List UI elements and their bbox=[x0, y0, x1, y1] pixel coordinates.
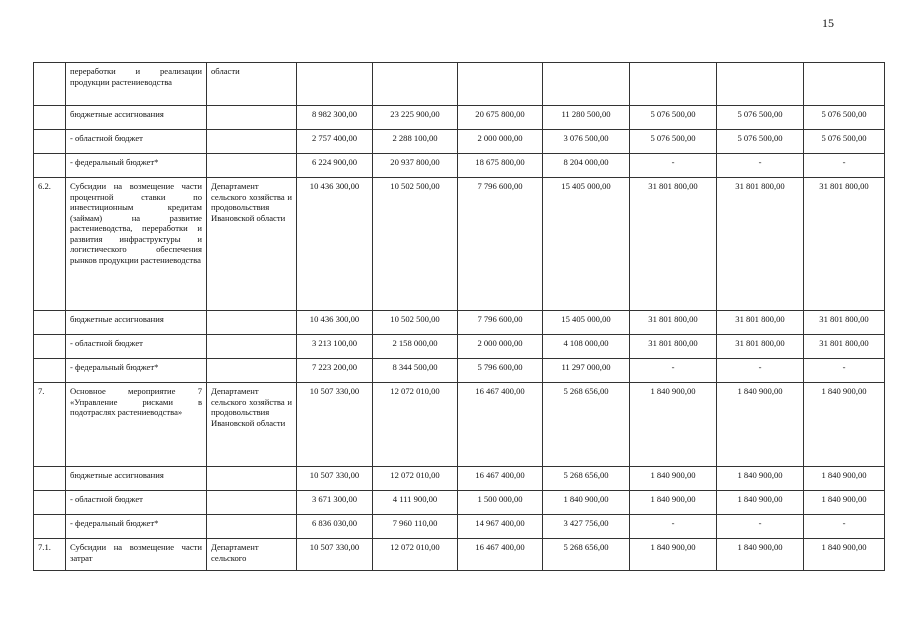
executor-cell: области bbox=[207, 63, 297, 106]
amount-cell: 10 502 500,00 bbox=[373, 311, 458, 335]
amount-cell: 12 072 010,00 bbox=[373, 539, 458, 571]
amount-cell: 4 108 000,00 bbox=[543, 335, 630, 359]
activity-name-cell: - областной бюджет bbox=[66, 491, 207, 515]
amount-cell: 5 076 500,00 bbox=[804, 130, 885, 154]
amount-cell: 31 801 800,00 bbox=[804, 311, 885, 335]
row-number-cell: 6.2. bbox=[34, 178, 66, 311]
amount-cell: - bbox=[804, 359, 885, 383]
amount-cell: 3 213 100,00 bbox=[297, 335, 373, 359]
table-row bbox=[34, 335, 885, 359]
amount-cell: 5 076 500,00 bbox=[804, 106, 885, 130]
amount-cell: 1 840 900,00 bbox=[630, 383, 717, 467]
table-row bbox=[34, 467, 885, 491]
amount-cell: 10 436 300,00 bbox=[297, 178, 373, 311]
amount-cell bbox=[630, 63, 717, 106]
activity-name-cell: Основное мероприятие 7 «Управление рисками в подотраслях растениеводства» bbox=[66, 383, 207, 467]
amount-cell: - bbox=[717, 515, 804, 539]
amount-cell: 3 076 500,00 bbox=[543, 130, 630, 154]
amount-cell: - bbox=[804, 515, 885, 539]
activity-name-cell: переработки и реализации продукции растениеводства bbox=[66, 63, 207, 106]
budget-table bbox=[33, 62, 885, 571]
executor-cell: Департамент сельского хозяйства и продовольствия Ивановской области bbox=[207, 383, 297, 467]
amount-cell: 2 288 100,00 bbox=[373, 130, 458, 154]
amount-cell: 31 801 800,00 bbox=[630, 335, 717, 359]
row-number-cell bbox=[34, 63, 66, 106]
amount-cell: 7 223 200,00 bbox=[297, 359, 373, 383]
amount-cell: 1 840 900,00 bbox=[804, 467, 885, 491]
amount-cell: 10 436 300,00 bbox=[297, 311, 373, 335]
row-number-cell bbox=[34, 154, 66, 178]
amount-cell: 31 801 800,00 bbox=[804, 178, 885, 311]
amount-cell: 18 675 800,00 bbox=[458, 154, 543, 178]
amount-cell bbox=[458, 63, 543, 106]
table-row bbox=[34, 311, 885, 335]
amount-cell: 31 801 800,00 bbox=[717, 335, 804, 359]
executor-cell bbox=[207, 311, 297, 335]
amount-cell bbox=[373, 63, 458, 106]
amount-cell: 1 840 900,00 bbox=[630, 539, 717, 571]
amount-cell: - bbox=[630, 359, 717, 383]
row-number-cell bbox=[34, 311, 66, 335]
activity-name-cell: бюджетные ассигнования bbox=[66, 467, 207, 491]
executor-cell bbox=[207, 491, 297, 515]
amount-cell: 23 225 900,00 bbox=[373, 106, 458, 130]
amount-cell: - bbox=[804, 154, 885, 178]
amount-cell: 7 960 110,00 bbox=[373, 515, 458, 539]
amount-cell bbox=[543, 63, 630, 106]
executor-cell: Департамент сельского bbox=[207, 539, 297, 571]
activity-name-cell: - федеральный бюджет* bbox=[66, 359, 207, 383]
page-number: 15 bbox=[822, 16, 834, 30]
activity-name-cell: бюджетные ассигнования bbox=[66, 106, 207, 130]
table-row bbox=[34, 154, 885, 178]
amount-cell: 11 280 500,00 bbox=[543, 106, 630, 130]
amount-cell: 1 840 900,00 bbox=[543, 491, 630, 515]
table-row bbox=[34, 383, 885, 467]
amount-cell: - bbox=[630, 154, 717, 178]
amount-cell: 1 840 900,00 bbox=[717, 539, 804, 571]
row-number-cell: 7.1. bbox=[34, 539, 66, 571]
amount-cell: - bbox=[717, 359, 804, 383]
row-number-cell bbox=[34, 359, 66, 383]
amount-cell: 10 502 500,00 bbox=[373, 178, 458, 311]
table-row bbox=[34, 539, 885, 571]
amount-cell: 5 268 656,00 bbox=[543, 383, 630, 467]
amount-cell bbox=[717, 63, 804, 106]
table-row bbox=[34, 106, 885, 130]
activity-name-cell: Субсидии на возмещение части затрат bbox=[66, 539, 207, 571]
executor-cell: Департамент сельского хозяйства и продовольствия Ивановской области bbox=[207, 178, 297, 311]
amount-cell: 5 076 500,00 bbox=[717, 106, 804, 130]
amount-cell: 2 000 000,00 bbox=[458, 335, 543, 359]
amount-cell: 31 801 800,00 bbox=[717, 178, 804, 311]
amount-cell: 1 840 900,00 bbox=[717, 491, 804, 515]
amount-cell: 11 297 000,00 bbox=[543, 359, 630, 383]
amount-cell: - bbox=[630, 515, 717, 539]
amount-cell: 5 076 500,00 bbox=[630, 130, 717, 154]
amount-cell: 1 840 900,00 bbox=[804, 383, 885, 467]
executor-cell bbox=[207, 154, 297, 178]
row-number-cell bbox=[34, 335, 66, 359]
amount-cell: 1 840 900,00 bbox=[717, 383, 804, 467]
activity-name-cell: Субсидии на возмещение части процентной ставки по инвестиционным кредитам (займам) на развитие растениеводства, переработки и развития инфраструктуры и логистического обеспечения рынков продукции растениеводства bbox=[66, 178, 207, 311]
activity-name-cell: - федеральный бюджет* bbox=[66, 515, 207, 539]
table-row bbox=[34, 130, 885, 154]
amount-cell: 31 801 800,00 bbox=[804, 335, 885, 359]
table-row bbox=[34, 491, 885, 515]
executor-cell bbox=[207, 130, 297, 154]
executor-cell bbox=[207, 515, 297, 539]
amount-cell: 16 467 400,00 bbox=[458, 383, 543, 467]
executor-cell bbox=[207, 106, 297, 130]
amount-cell: 1 840 900,00 bbox=[717, 467, 804, 491]
amount-cell: 20 937 800,00 bbox=[373, 154, 458, 178]
amount-cell: 31 801 800,00 bbox=[630, 311, 717, 335]
amount-cell: 20 675 800,00 bbox=[458, 106, 543, 130]
executor-cell bbox=[207, 359, 297, 383]
amount-cell: - bbox=[717, 154, 804, 178]
amount-cell: 6 224 900,00 bbox=[297, 154, 373, 178]
amount-cell: 31 801 800,00 bbox=[717, 311, 804, 335]
amount-cell: 12 072 010,00 bbox=[373, 467, 458, 491]
amount-cell: 14 967 400,00 bbox=[458, 515, 543, 539]
table-row bbox=[34, 178, 885, 311]
activity-name-cell: - областной бюджет bbox=[66, 335, 207, 359]
amount-cell: 2 000 000,00 bbox=[458, 130, 543, 154]
amount-cell: 5 076 500,00 bbox=[630, 106, 717, 130]
row-number-cell: 7. bbox=[34, 383, 66, 467]
amount-cell: 3 671 300,00 bbox=[297, 491, 373, 515]
amount-cell: 15 405 000,00 bbox=[543, 178, 630, 311]
amount-cell: 31 801 800,00 bbox=[630, 178, 717, 311]
amount-cell: 1 840 900,00 bbox=[804, 491, 885, 515]
amount-cell: 10 507 330,00 bbox=[297, 539, 373, 571]
amount-cell: 7 796 600,00 bbox=[458, 178, 543, 311]
amount-cell: 1 840 900,00 bbox=[804, 539, 885, 571]
row-number-cell bbox=[34, 467, 66, 491]
amount-cell bbox=[297, 63, 373, 106]
amount-cell: 8 204 000,00 bbox=[543, 154, 630, 178]
amount-cell: 6 836 030,00 bbox=[297, 515, 373, 539]
row-number-cell bbox=[34, 130, 66, 154]
activity-name-cell: - областной бюджет bbox=[66, 130, 207, 154]
amount-cell: 1 840 900,00 bbox=[630, 467, 717, 491]
amount-cell: 10 507 330,00 bbox=[297, 467, 373, 491]
activity-name-cell: бюджетные ассигнования bbox=[66, 311, 207, 335]
amount-cell: 2 158 000,00 bbox=[373, 335, 458, 359]
executor-cell bbox=[207, 467, 297, 491]
amount-cell: 5 796 600,00 bbox=[458, 359, 543, 383]
amount-cell: 16 467 400,00 bbox=[458, 467, 543, 491]
amount-cell: 12 072 010,00 bbox=[373, 383, 458, 467]
amount-cell: 5 076 500,00 bbox=[717, 130, 804, 154]
amount-cell: 5 268 656,00 bbox=[543, 539, 630, 571]
amount-cell: 1 840 900,00 bbox=[630, 491, 717, 515]
amount-cell: 8 344 500,00 bbox=[373, 359, 458, 383]
amount-cell: 5 268 656,00 bbox=[543, 467, 630, 491]
table-row bbox=[34, 515, 885, 539]
amount-cell: 16 467 400,00 bbox=[458, 539, 543, 571]
activity-name-cell: - федеральный бюджет* bbox=[66, 154, 207, 178]
table-row bbox=[34, 359, 885, 383]
amount-cell: 7 796 600,00 bbox=[458, 311, 543, 335]
row-number-cell bbox=[34, 491, 66, 515]
amount-cell: 2 757 400,00 bbox=[297, 130, 373, 154]
row-number-cell bbox=[34, 515, 66, 539]
amount-cell: 4 111 900,00 bbox=[373, 491, 458, 515]
row-number-cell bbox=[34, 106, 66, 130]
amount-cell: 15 405 000,00 bbox=[543, 311, 630, 335]
amount-cell: 10 507 330,00 bbox=[297, 383, 373, 467]
amount-cell: 3 427 756,00 bbox=[543, 515, 630, 539]
amount-cell: 1 500 000,00 bbox=[458, 491, 543, 515]
table-row bbox=[34, 63, 885, 106]
executor-cell bbox=[207, 335, 297, 359]
amount-cell bbox=[804, 63, 885, 106]
amount-cell: 8 982 300,00 bbox=[297, 106, 373, 130]
